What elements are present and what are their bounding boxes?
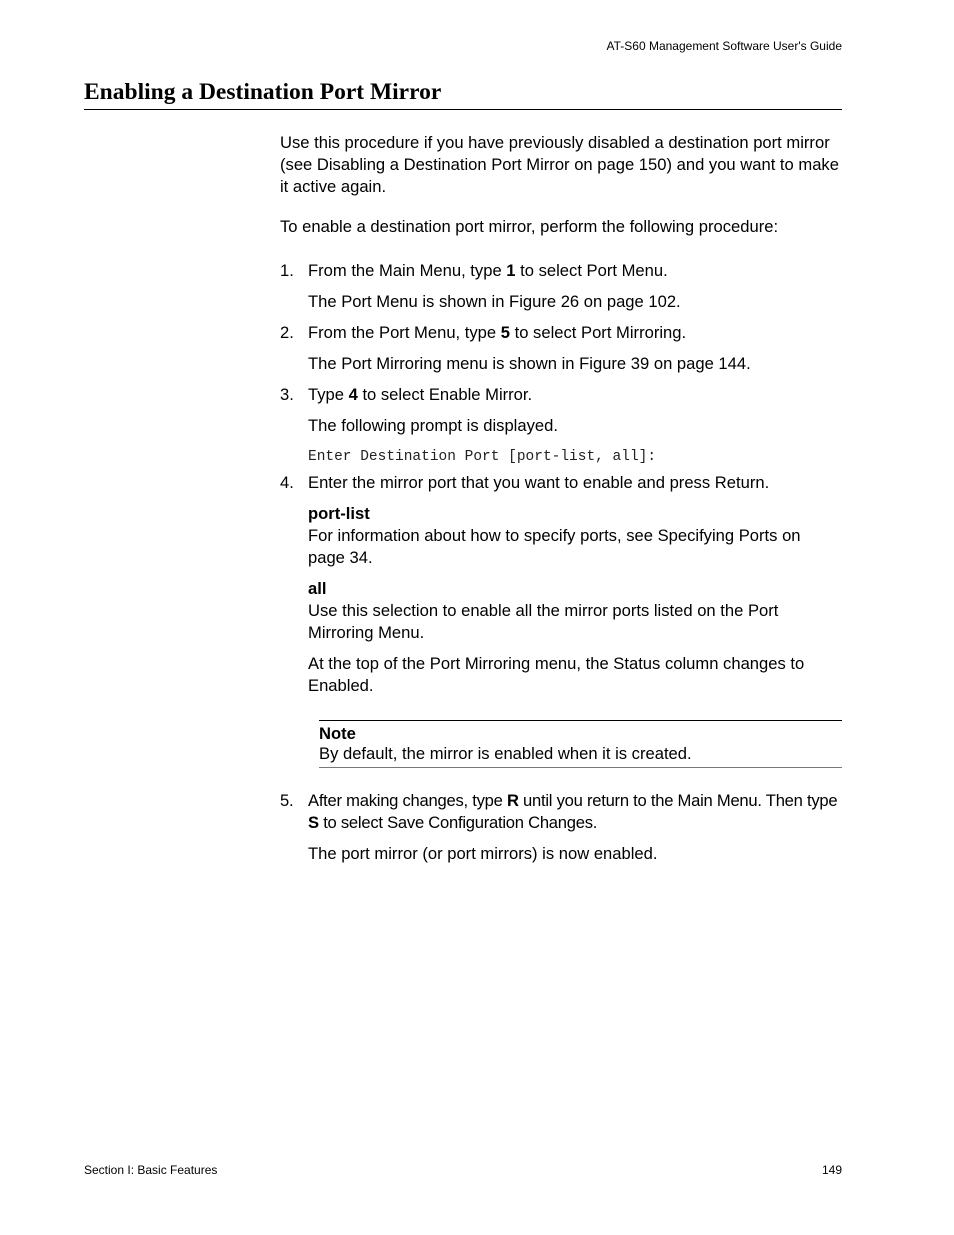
running-footer: Section I: Basic Features (84, 1163, 218, 1177)
step-2-result: The Port Mirroring menu is shown in Figure 39 on page 144. (308, 354, 751, 373)
term-all-description: Use this selection to enable all the mirror ports listed on the Port Mirroring Menu. (308, 601, 779, 642)
intro-paragraph: Use this procedure if you have previously disabled a destination port mirror (see Disabling a Destination Port Mirror on page 150) and you want to make it active again. (280, 133, 839, 196)
term-all: all (308, 579, 327, 598)
step-3-result: The following prompt is displayed. (308, 416, 558, 435)
step-3: 3. Type 4 to select Enable Mirror. (280, 385, 533, 404)
page-number: 149 (821, 1163, 842, 1177)
key-label: 5 (500, 323, 510, 342)
note-title: Note (319, 724, 356, 743)
term-port-list-description: For information about how to specify ports, see Specifying Ports on page 34. (308, 526, 801, 567)
term-port-list: port-list (308, 504, 370, 523)
step-number: 2. (280, 323, 294, 342)
note-text: By default, the mirror is enabled when it is created. (319, 744, 692, 763)
step-number: 5. (280, 791, 294, 810)
step-5: 5. After making changes, type R until you return to the Main Menu. Then type S to select Save Configuration Changes. (280, 791, 838, 832)
step-2: 2. From the Port Menu, type 5 to select Port Mirroring. (280, 323, 687, 342)
section-title: Enabling a Destination Port Mirror (84, 76, 842, 110)
step-1: 1. From the Main Menu, type 1 to select Port Menu. (280, 261, 668, 280)
note-box (319, 720, 842, 768)
key-label: S (308, 813, 319, 832)
key-label: R (506, 791, 519, 810)
page-body (280, 132, 842, 865)
step-1-result: The Port Menu is shown in Figure 26 on page 102. (308, 292, 681, 311)
step-4-result: At the top of the Port Mirroring menu, the Status column changes to Enabled. (308, 654, 805, 695)
step-5-result: The port mirror (or port mirrors) is now enabled. (308, 844, 658, 863)
procedure-intro: To enable a destination port mirror, perform the following procedure: (280, 217, 779, 236)
key-label: 1 (506, 261, 516, 280)
key-label: 4 (348, 385, 358, 404)
running-header: AT-S60 Management Software User's Guide (606, 39, 842, 53)
step-number: 1. (280, 261, 294, 280)
step-number: 4. (280, 473, 294, 492)
step-number: 3. (280, 385, 294, 404)
step-4: 4. Enter the mirror port that you want to enable and press Return. (280, 473, 770, 492)
command-prompt: Enter Destination Port [port-list, all]: (308, 449, 657, 465)
